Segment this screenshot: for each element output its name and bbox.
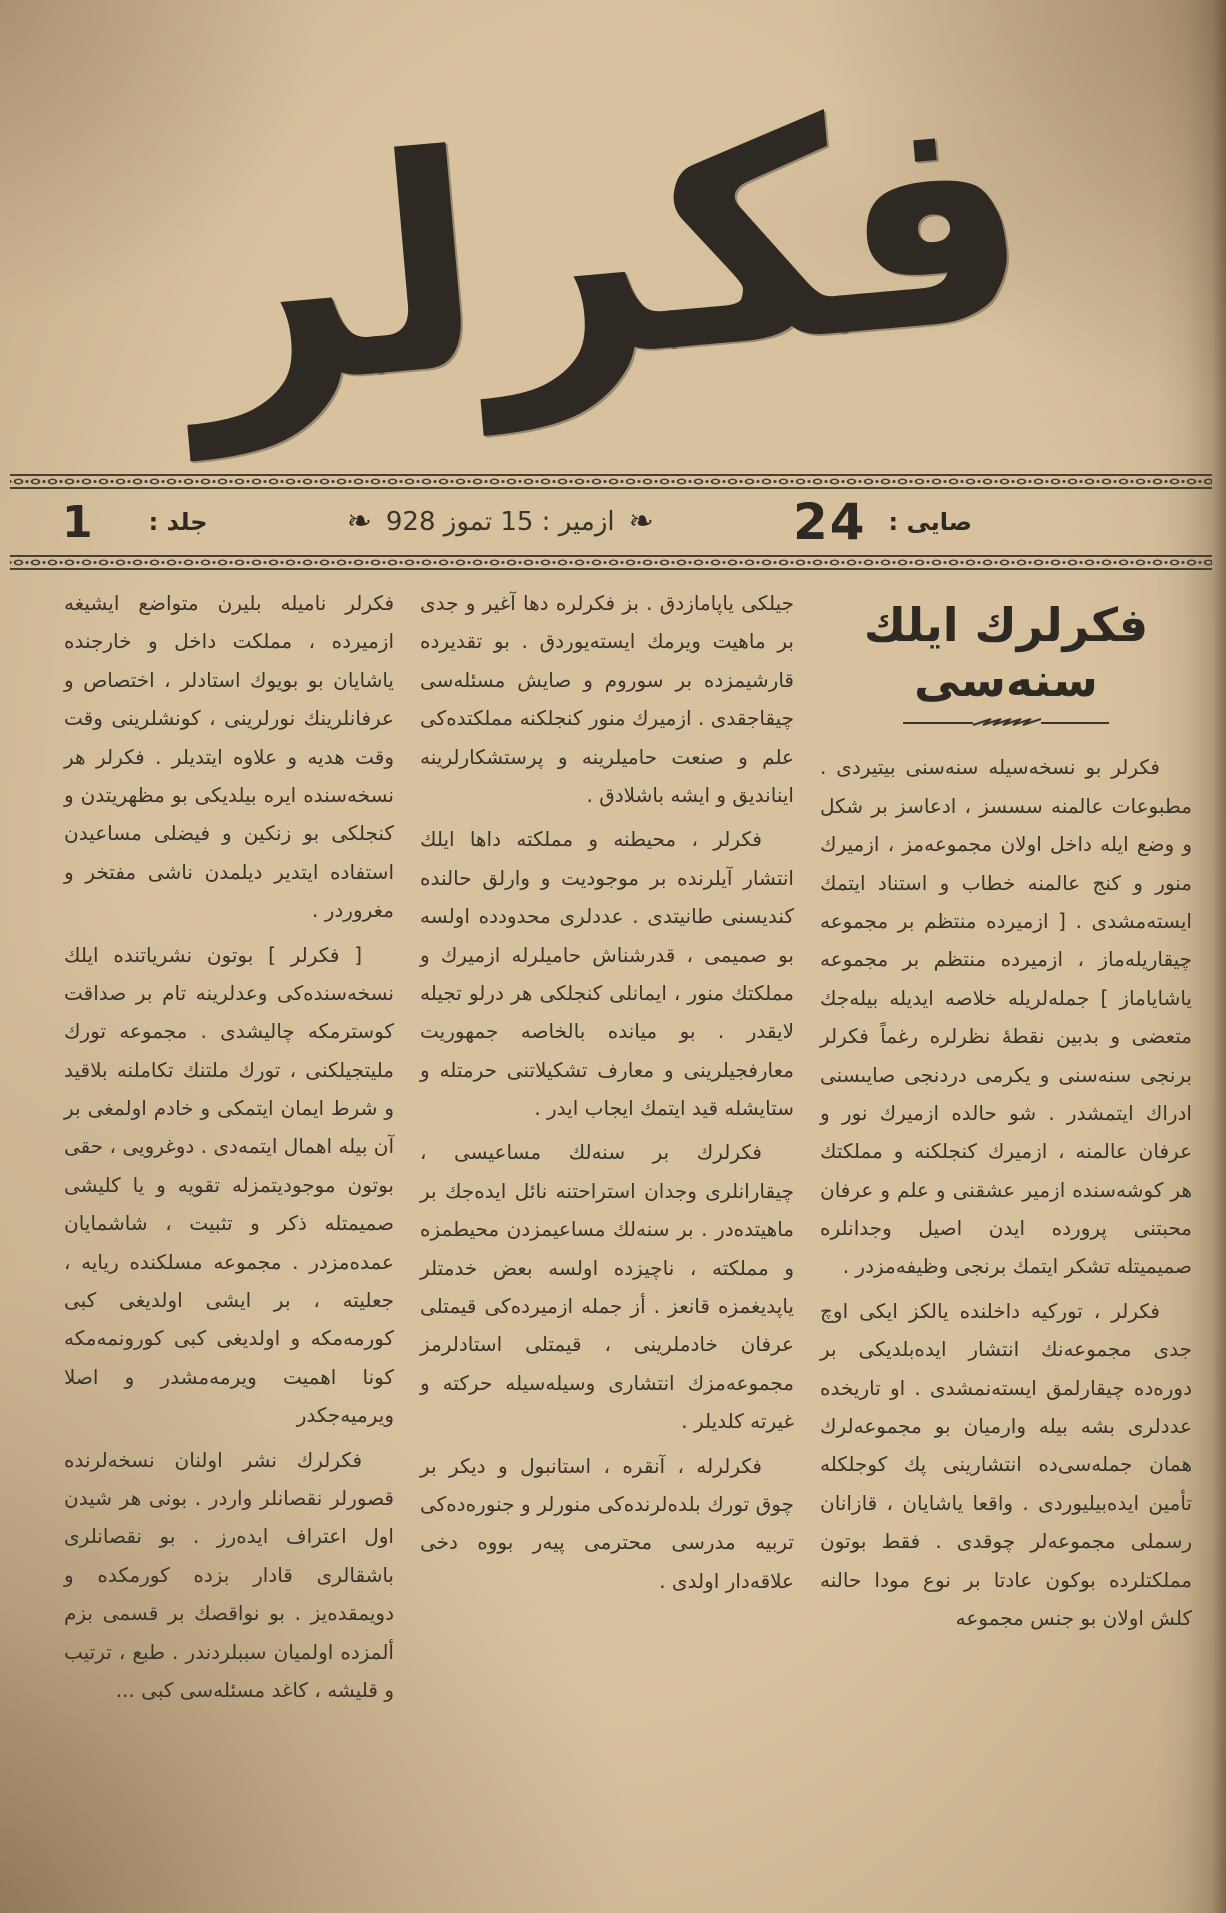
chain-border-bottom-icon (10, 555, 1212, 570)
headline-flourish-icon (901, 714, 1111, 730)
article-body (0, 570, 1226, 1715)
column-first (820, 584, 1192, 1715)
volume-number: 1 (62, 496, 93, 548)
floral-ornament-right-icon: ❧ (628, 504, 654, 539)
magazine-title: فكرلر (172, 41, 1042, 459)
date-text: ازمير : 15 تموز 928 (385, 507, 615, 537)
header-row (10, 489, 1212, 555)
paragraph: جيلكى ياپامازدق . بز فكرلره دها آغير و جدى بر ماهيت ويرمك ايسته‌يوردق . بو تقديرده قارشيمزده بر سوروم و صايش مسئله‌سى چيقاجقدى . ازميرك منور كنجلكنه مملكتده‌كى علم و صنعت حاميلرينه و پرستشكارلرينه اينانديق و ايشه باشلادق . (420, 591, 794, 807)
column-third (64, 584, 394, 1715)
date-field (346, 504, 654, 539)
volume-field (62, 497, 208, 548)
floral-ornament-left-icon: ❧ (346, 504, 372, 539)
paragraph: [ فكرلر ] بوتون نشرياتنده ايلك نسخه‌سنده‌كى وعدلرينه تام بر صداقت كوسترمكه چاليشدى . مجموعه تورك مليتجيلكنى ، تورك ملتنك تكاملنه بلاقيد و شرط ايمان ايتمكى و خادم اولمغى بر آن بيله اهمال ايتمه‌دى . دوغرويى ، حقى بوتون موجوديتمزله تقويه و يا كليشى صميمتله ذكر و تثبيت ، شاشمايان عمده‌مزدر . مجموعه مسلكنده ريايه ، جعليته ، بر ايشى اولديغى كبى كورمه‌مكه و اولديغى كبى كورونمه‌مكه كونا اهميت ويرمه‌مشدر و اصلا ويرميه‌جكدر (64, 942, 394, 1428)
issue-number: 24 (792, 493, 867, 551)
column-second-text (420, 584, 794, 1600)
column-third-text (64, 584, 394, 1709)
article-headline: فكرلرك ايلك سنه‌سى (863, 598, 1149, 708)
column-second (420, 584, 794, 1715)
masthead (0, 0, 1226, 470)
issue-field (793, 493, 972, 551)
header-band (10, 474, 1212, 570)
column-first-text (820, 748, 1192, 1637)
paragraph: فكرلرك نشر اولنان نسخه‌لرنده قصورلر نقصانلر واردر . بونى هر شيدن اول اعتراف ايده‌رز . بو نقصانلرى باشقالرى قادار بزده كورمكده و دويمقده‌يز . بو نواقصك بر قسمى بزم ألمزده اولميان سببلردندر . طبع ، ترتيب و قليشه ، كاغد مسئله‌سى كبى ... (64, 1447, 394, 1702)
paragraph: فكرلر بو نسخه‌سيله سنه‌سنى بيتيردى . مطبوعات عالمنه سسسز ، ادعاسز بر شكل و وضع ايله داخل اولان مجموعه‌مز ، ازميرك منور و كنج عالمنه خطاب و استناد ايتمك ايسته‌مشدى . [ ازميرده منتظم بر مجموعه چيقاريله‌ماز ، ازميرده منتظم بر مجموعه ياشاياماز ] جمله‌لريله خلاصه ايديله بيله‌جك متعضى و بدبين نقطهٔ نظرلره رغماً فكرلر برنجى سنه‌سنى و يكرمى دردنجى صايىسنى ادراك ايتمشدر . شو حالده ازميرك نور و عرفان عالمنه ، ازميرك كنجلكنه و مملكتك هر كوشه‌سنده ازمير عشقنى و علم و عرفان محبتنى پرورده ايدن اصيل وجدانلره صميميتله تشكر ايتمك برنجى وظيفه‌مزدر . (820, 755, 1192, 1279)
paragraph: فكرلر ، توركيه داخلنده يالكز ايكى اوچ جدى مجموعه‌نك انتشار ايده‌بلديكى بر دوره‌ده چيقارلمق ايسته‌نمشدى . او تاريخده عددلرى بشه بيله وارميان بو مجموعه‌لرك همان جمله‌سى‌ده انتشارينى پك كوجلكله تأمين ايده‌بيليوردى . واقعا ياشايان ، قازانان رسملى مجموعه‌لر چوقدى . فقط بوتون مملكتلرده بوكون عادتا بر نوع مودا حالنه كلش اولان بو جنس مجموعه‌ (820, 1298, 1192, 1630)
paragraph: فكرلرله ، آنقره ، استانبول و ديكر بر چوق تورك بلده‌لرنده‌كى منورلر و جنوره‌ده‌كى تربيه مدرسى محترمى پيەر بووه دخى علاقه‌دار اولدى . (420, 1453, 794, 1593)
chain-border-top-icon (10, 474, 1212, 489)
volume-label: جلد : (148, 508, 208, 536)
paragraph: فكرلر ، محيطنه و مملكته داها ايلك انتشار آيلرنده بر موجوديت و وارلق حالنده كنديسنى طانيتدى . عددلرى محدودده اولسه بو صميمى ، قدرشناش حاميلرله ازميرك و مملكتك منور ، ايمانلى كنجلكى هر درلو تجيله لايقدر . بو مياندە بالخاصه جمهوريت معارفجيلرينى و معارف تشكيلاتنى حرمتله و ستايشله قيد ايتمك ايجاب ايدر . (420, 827, 794, 1121)
paragraph: فكرلر ناميله بليرن متواضع ايشيغه ازميرده ، مملكت داخل و خارجنده ياشايان بو بويوك استادلر ، اختصاص و عرفانلرينك نورلرينى ، كونشلرينى وقت وقت هديه و علاوه ايتديلر . فكرلر هر نسخه‌سنده ايره بيلديكى بو مظهريتدن و كنجلكى بو زنكين و فيضلى مساعيدن استفاده ايتدير ديلمدن ناشى مفتخر و مغروردر . (64, 591, 394, 923)
issue-label: صايى : (888, 508, 972, 536)
paragraph: فكرلرك بر سنه‌لك مساعيسى ، چيقارانلرى وجدان استراحتنه نائل ايده‌جك بر ماهيتده‌در . بر سنه‌لك مساعيمزدن محيطمزه و مملكته ، ناچيزده اولسه بعض خدمتلر ياپديغمزه قانعز . أز جمله ازميرده‌كى قيمتلى عرفان خادملرينى ، قيمتلى استادلرمز مجموعه‌مزك انتشارى وسيله‌سيله حركته و غيرته كلديلر . (420, 1140, 794, 1434)
